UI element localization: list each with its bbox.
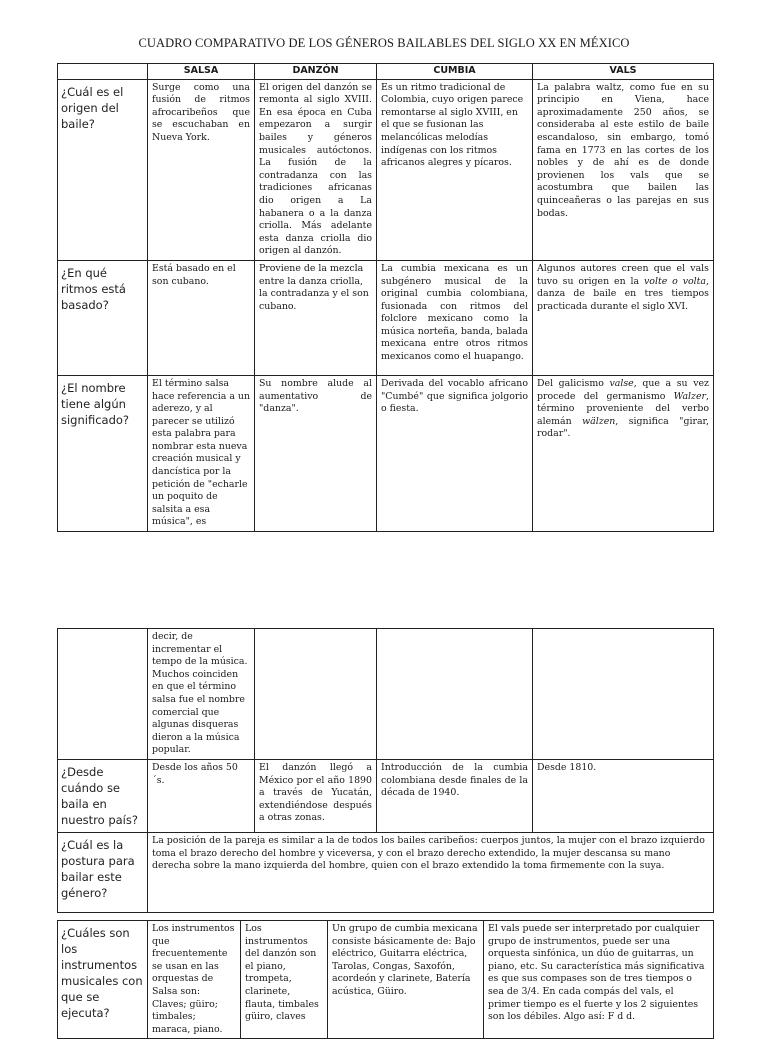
cell-ritmos-danzon: Proviene de la mezcla entre la danza criolla, la contradanza y el son cubano. bbox=[255, 260, 377, 375]
row-continuation bbox=[58, 629, 714, 760]
vals-nombre-text-a: Del galicismo bbox=[537, 377, 610, 389]
cell-nombre-cumbia: Derivada del vocablo africano "Cumbé" que significa jolgorio o fiesta. bbox=[377, 375, 533, 531]
question-postura: ¿Cuál es la postura para bailar este género? bbox=[58, 832, 148, 912]
cell-continuation-salsa: decir, de incrementar el tempo de la música. Muchos coinciden en que el término salsa fue el nombre comercial que algunas disqueras dieron a la música popular. bbox=[148, 629, 255, 760]
cell-origen-cumbia: Es un ritmo tradicional de Colombia, cuyo origen parece remontarse al siglo XVIII, en el que se fusionan las melancólicas melodías indígenas con los ritmos africanos alegres y pícaros. bbox=[377, 79, 533, 260]
comparison-table-instruments bbox=[57, 920, 714, 1039]
header-cumbia: CUMBIA bbox=[377, 64, 533, 80]
cell-instrumentos-danzon: Los instrumentos del danzón son el piano, trompeta, clarinete, flauta, timbales güiro, claves bbox=[241, 921, 328, 1039]
cell-origen-vals: La palabra waltz, como fue en su principio en Viena, hace aproximadamente 250 años, se consideraba al este estilo de baile escandaloso, sin embargo, tomó fama en 1773 en las cortes de los nobles y de ahí es de donde provienen los vals que se acostumbra que bailen las quinceañeras o las parejas en sus bodas. bbox=[533, 79, 714, 260]
row-origen bbox=[58, 79, 714, 260]
row-ritmos bbox=[58, 260, 714, 375]
cell-ritmos-vals bbox=[533, 260, 714, 375]
cell-instrumentos-cumbia: Un grupo de cumbia mexicana consiste básicamente de: Bajo eléctrico, Guitarra eléctrica, Tarolas, Congas, Saxofón, acordeón y clarinete, Batería acústica, Güiro. bbox=[328, 921, 484, 1039]
vals-ritmos-text-b: , danza de baile en tres tiempos practicada durante el siglo XVI. bbox=[537, 275, 710, 312]
cell-ritmos-cumbia: La cumbia mexicana es un subgénero musical de la original cumbia colombiana, fusionada con ritmos del folclore mexicano como la música norteña, banda, balada mexicana entre otros ritmos mexicanos como el huapango. bbox=[377, 260, 533, 375]
row-nombre bbox=[58, 375, 714, 531]
header-salsa: SALSA bbox=[148, 64, 255, 80]
header-vals: VALS bbox=[533, 64, 714, 80]
cell-postura-text: La posición de la pareja es similar a la de todos los bailes caribeños: cuerpos juntos, la mujer con el brazo izquierdo toma el brazo derecho del hombre y viceversa, y con el brazo derecho extendido, la mujer descansa su mano derecha sobre la mano izquierda del hombre, quien con el brazo extendido la toma firmemente con la suya. bbox=[148, 832, 714, 912]
cell-continuation-danzon bbox=[255, 629, 377, 760]
header-empty bbox=[58, 64, 148, 80]
comparison-table-part-2 bbox=[57, 628, 714, 913]
vals-ritmos-emphasis: volte o volta bbox=[644, 275, 707, 287]
question-ritmos: ¿En qué ritmos está basado? bbox=[58, 260, 148, 375]
vals-nombre-emphasis-3: wälzen bbox=[582, 415, 616, 427]
question-origen: ¿Cuál es el origen del baile? bbox=[58, 79, 148, 260]
cell-nombre-salsa: El término salsa hace referencia a un aderezo, y al parecer se utilizó esta palabra para nombrar esta nueva creación musical y dancística por la petición de "echarle un poquito de salsita a esa música", es bbox=[148, 375, 255, 531]
row-postura bbox=[58, 832, 714, 912]
vals-nombre-emphasis-1: valse bbox=[609, 377, 634, 389]
cell-origen-danzon: El origen del danzón se remonta al siglo XVIII. En esa época en Cuba empezaron a surgir bailes y géneros musicales autóctonos. La fusión de la contradanza con las tradiciones africanas dio origen a La habanera o a la danza criolla. Más adelante esta danza criolla dio origen al danzón. bbox=[255, 79, 377, 260]
cell-ritmos-salsa: Está basado en el son cubano. bbox=[148, 260, 255, 375]
page-title: CUADRO COMPARATIVO DE LOS GÉNEROS BAILABLES DEL SIGLO XX EN MÉXICO bbox=[138, 36, 630, 50]
cell-desde-danzon: El danzón llegó a México por el año 1890 a través de Yucatán, extendiéndose después a otras zonas. bbox=[255, 759, 377, 832]
cell-desde-vals: Desde 1810. bbox=[533, 759, 714, 832]
header-row bbox=[58, 64, 714, 80]
question-empty bbox=[58, 629, 148, 760]
cell-instrumentos-salsa: Los instrumentos que frecuentemente se usan en las orquestas de Salsa son: Claves; güiro; timbales; maraca, piano. bbox=[148, 921, 241, 1039]
cell-instrumentos-vals: El vals puede ser interpretado por cualquier grupo de instrumentos, puede ser una orquesta sinfónica, un dúo de guitarras, un piano, etc. Su característica más significativa es que sus compases son de tres tiempos o sea de 3/4. En cada compás del vals, el primer tiempo es el fuerte y los 2 siguientes son los débiles. Algo así: F d d. bbox=[484, 921, 714, 1039]
question-nombre: ¿El nombre tiene algún significado? bbox=[58, 375, 148, 531]
vals-nombre-text-d: , significa "girar, rodar". bbox=[537, 415, 709, 440]
cell-desde-cumbia: Introducción de la cumbia colombiana desde finales de la década de 1940. bbox=[377, 759, 533, 832]
cell-continuation-vals bbox=[533, 629, 714, 760]
vals-nombre-text-c: , término proveniente del verbo alemán bbox=[537, 390, 709, 427]
vals-nombre-text-b: , que a su vez procede del germanismo bbox=[537, 377, 709, 402]
question-desde: ¿Desde cuándo se baila en nuestro país? bbox=[58, 759, 148, 832]
header-danzon: DANZÓN bbox=[255, 64, 377, 80]
vals-ritmos-text-a: Algunos autores creen que el vals tuvo su origen en la bbox=[537, 262, 709, 287]
cell-desde-salsa: Desde los años 50´s. bbox=[148, 759, 255, 832]
vals-nombre-emphasis-2: Walzer bbox=[673, 390, 707, 402]
row-desde bbox=[58, 759, 714, 832]
cell-continuation-cumbia bbox=[377, 629, 533, 760]
cell-origen-salsa: Surge como una fusión de ritmos afrocaribeños que se escuchaban en Nueva York. bbox=[148, 79, 255, 260]
question-instrumentos: ¿Cuáles son los instrumentos musicales con que se ejecuta? bbox=[58, 921, 148, 1039]
row-instrumentos bbox=[58, 921, 714, 1039]
cell-nombre-vals bbox=[533, 375, 714, 531]
comparison-table-part-1 bbox=[57, 63, 714, 532]
cell-nombre-danzon: Su nombre alude al aumentativo de "danza". bbox=[255, 375, 377, 531]
